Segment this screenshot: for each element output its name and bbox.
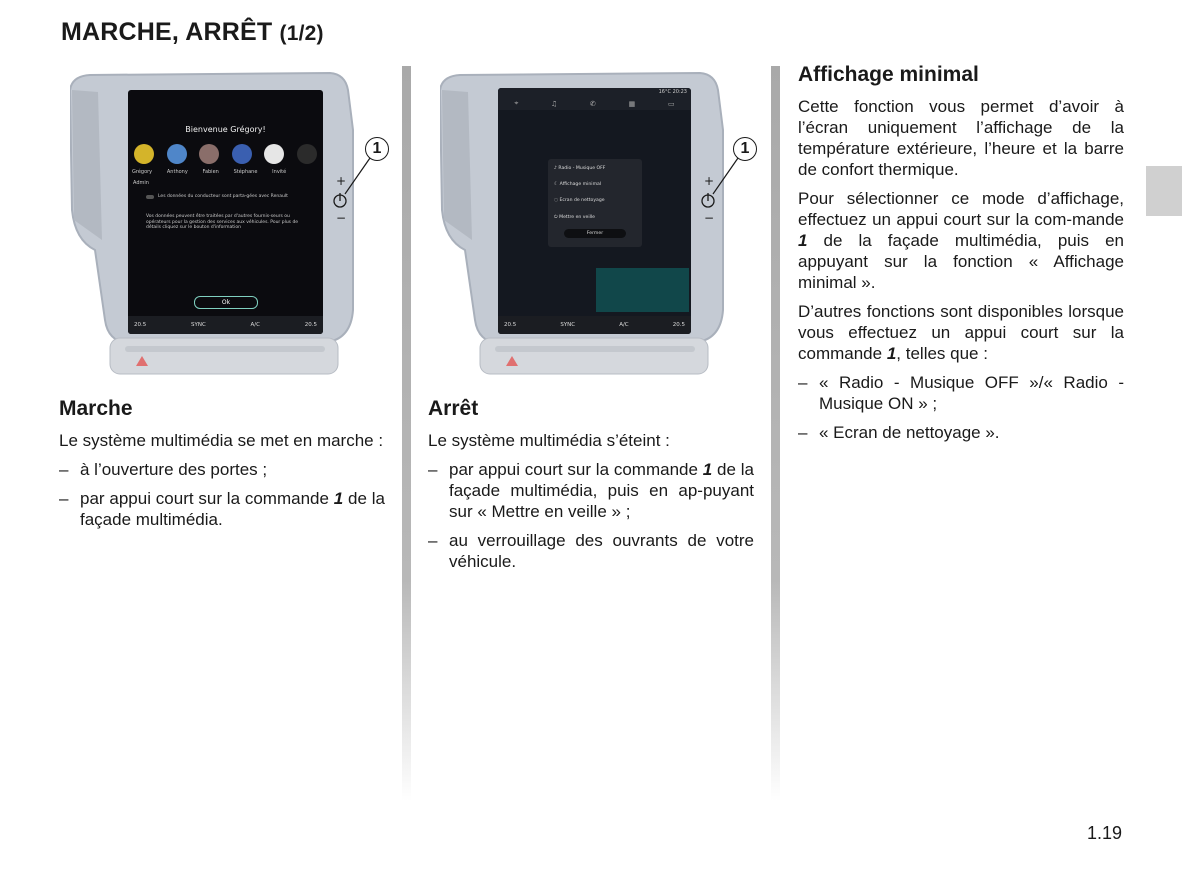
temp-left: 20.5 — [134, 322, 147, 328]
phone-icon: ✆ — [590, 100, 596, 108]
power-menu — [548, 159, 642, 247]
section-affichage-minimal — [798, 62, 1124, 451]
profile-name: Grégory — [132, 169, 153, 175]
svg-text:−: − — [336, 211, 347, 225]
avatar — [264, 144, 284, 164]
status-time: 20:23 — [672, 89, 687, 95]
sync-label: SYNC — [190, 322, 206, 328]
page-title-part: (1/2) — [279, 22, 324, 45]
ok-button: Ok — [194, 296, 258, 309]
temp-left: 20.5 — [504, 322, 517, 328]
page-title — [61, 18, 324, 47]
bullet-list — [428, 459, 754, 572]
svg-text:+: + — [704, 174, 715, 188]
page-title-text: MARCHE, ARRÊT — [61, 18, 273, 46]
admin-label: Admin — [133, 180, 149, 186]
status-temp: 16°C — [658, 89, 671, 95]
control-reference: 1 — [798, 231, 808, 250]
paragraph: D’autres fonctions sont disponibles lorsque vous effectuez un appui court sur la commande 1, telles que : — [798, 302, 1124, 363]
section-heading: Marche — [59, 397, 133, 420]
list-item: – « Ecran de nettoyage ». — [798, 422, 1124, 443]
column-separator-1 — [402, 66, 411, 801]
music-icon: ♫ — [551, 100, 558, 108]
avatar — [232, 144, 252, 164]
callout-marker: 1 — [733, 137, 757, 161]
climate-bar — [498, 316, 691, 334]
ac-label: A/C — [250, 322, 260, 328]
svg-text:+: + — [336, 174, 347, 188]
list-item: – par appui court sur la commande 1 de la façade multimédia, puis en ap-puyant sur « Mettre en veille » ; — [428, 459, 754, 522]
paragraph: Cette fonction vous permet d’avoir à l’écran uniquement l’affichage de la température extérieure, l’heure et la barre de confort thermique. — [798, 97, 1124, 179]
list-item: – « Radio - Musique OFF »/« Radio - Musique ON » ; — [798, 372, 1124, 414]
climate-bar — [128, 316, 323, 334]
menu-item-cleaning: ◌ Ecran de nettoyage — [554, 198, 605, 203]
info-text: Vos données peuvent être traitées par d'autres fournis-seurs ou opérateurs pour la gestion des services aux véhicules. Pour plus de détails cliquez sur le bouton d'information — [146, 214, 299, 230]
page-number: 1.19 — [1087, 823, 1123, 843]
bullet-list — [798, 372, 1124, 443]
paragraph: Pour sélectionner ce mode d’affichage, effectuez un appui court sur la com-mande 1 de la façade multimédia, puis en appuyant sur la fonction « Affichage minimal ». — [798, 189, 1124, 292]
location-icon: ⌖ — [514, 99, 519, 107]
column-separator-2 — [771, 66, 780, 801]
map-widget — [596, 268, 689, 312]
multimedia-illustration-arret — [440, 70, 750, 380]
profile-name: Invité — [272, 169, 287, 175]
side-tab-marker — [1146, 166, 1182, 216]
menu-item-minimal: ☾ Affichage minimal — [554, 182, 602, 187]
profile-name: Anthony — [166, 169, 188, 175]
menu-item-standby: ⏻ Mettre en veille — [554, 215, 595, 220]
control-reference: 1 — [333, 489, 344, 508]
screen-welcome — [128, 90, 323, 334]
list-item: – par appui court sur la commande 1 de la façade multimédia. — [59, 488, 385, 530]
profile-names — [132, 169, 319, 175]
callout-marker: 1 — [365, 137, 389, 161]
section-intro: Le système multimédia se met en marche : — [59, 431, 384, 450]
sync-label: SYNC — [560, 322, 576, 328]
temp-right: 20.5 — [672, 322, 685, 328]
multimedia-illustration-marche — [70, 70, 380, 380]
section-intro: Le système multimédia s’éteint : — [428, 431, 670, 450]
data-sharing-row — [146, 194, 307, 199]
car-icon: ▭ — [667, 100, 675, 108]
profile-name: Stéphane — [233, 169, 258, 175]
temp-right: 20.5 — [304, 322, 317, 328]
welcome-text: Bienvenue Grégory! — [185, 125, 266, 134]
ac-label: A/C — [619, 322, 629, 328]
section-marche — [59, 396, 385, 538]
control-reference: 1 — [886, 344, 897, 363]
list-item: – à l’ouverture des portes ; — [59, 459, 385, 480]
svg-text:−: − — [704, 211, 715, 225]
list-item: – au verrouillage des ouvrants de votre véhicule. — [428, 530, 754, 572]
avatar — [199, 144, 219, 164]
section-heading: Affichage minimal — [798, 63, 979, 86]
menu-item-radio: ♪ Radio - Musique OFF — [554, 166, 606, 171]
avatar — [134, 144, 154, 164]
section-arret — [428, 396, 754, 580]
close-button: Fermer — [564, 229, 626, 238]
avatar — [297, 144, 317, 164]
data-sharing-text: Les données du conducteur sont parta-gées avec Renault — [158, 194, 288, 199]
screen-menu — [498, 88, 691, 334]
avatar — [167, 144, 187, 164]
status-line — [659, 89, 687, 95]
bullet-list — [59, 459, 385, 530]
section-heading: Arrêt — [428, 397, 479, 420]
profile-name: Fabien — [202, 169, 219, 175]
profile-avatars — [134, 144, 317, 164]
apps-icon: ▦ — [628, 100, 636, 108]
control-reference: 1 — [702, 460, 713, 479]
toggle-switch — [146, 195, 154, 199]
